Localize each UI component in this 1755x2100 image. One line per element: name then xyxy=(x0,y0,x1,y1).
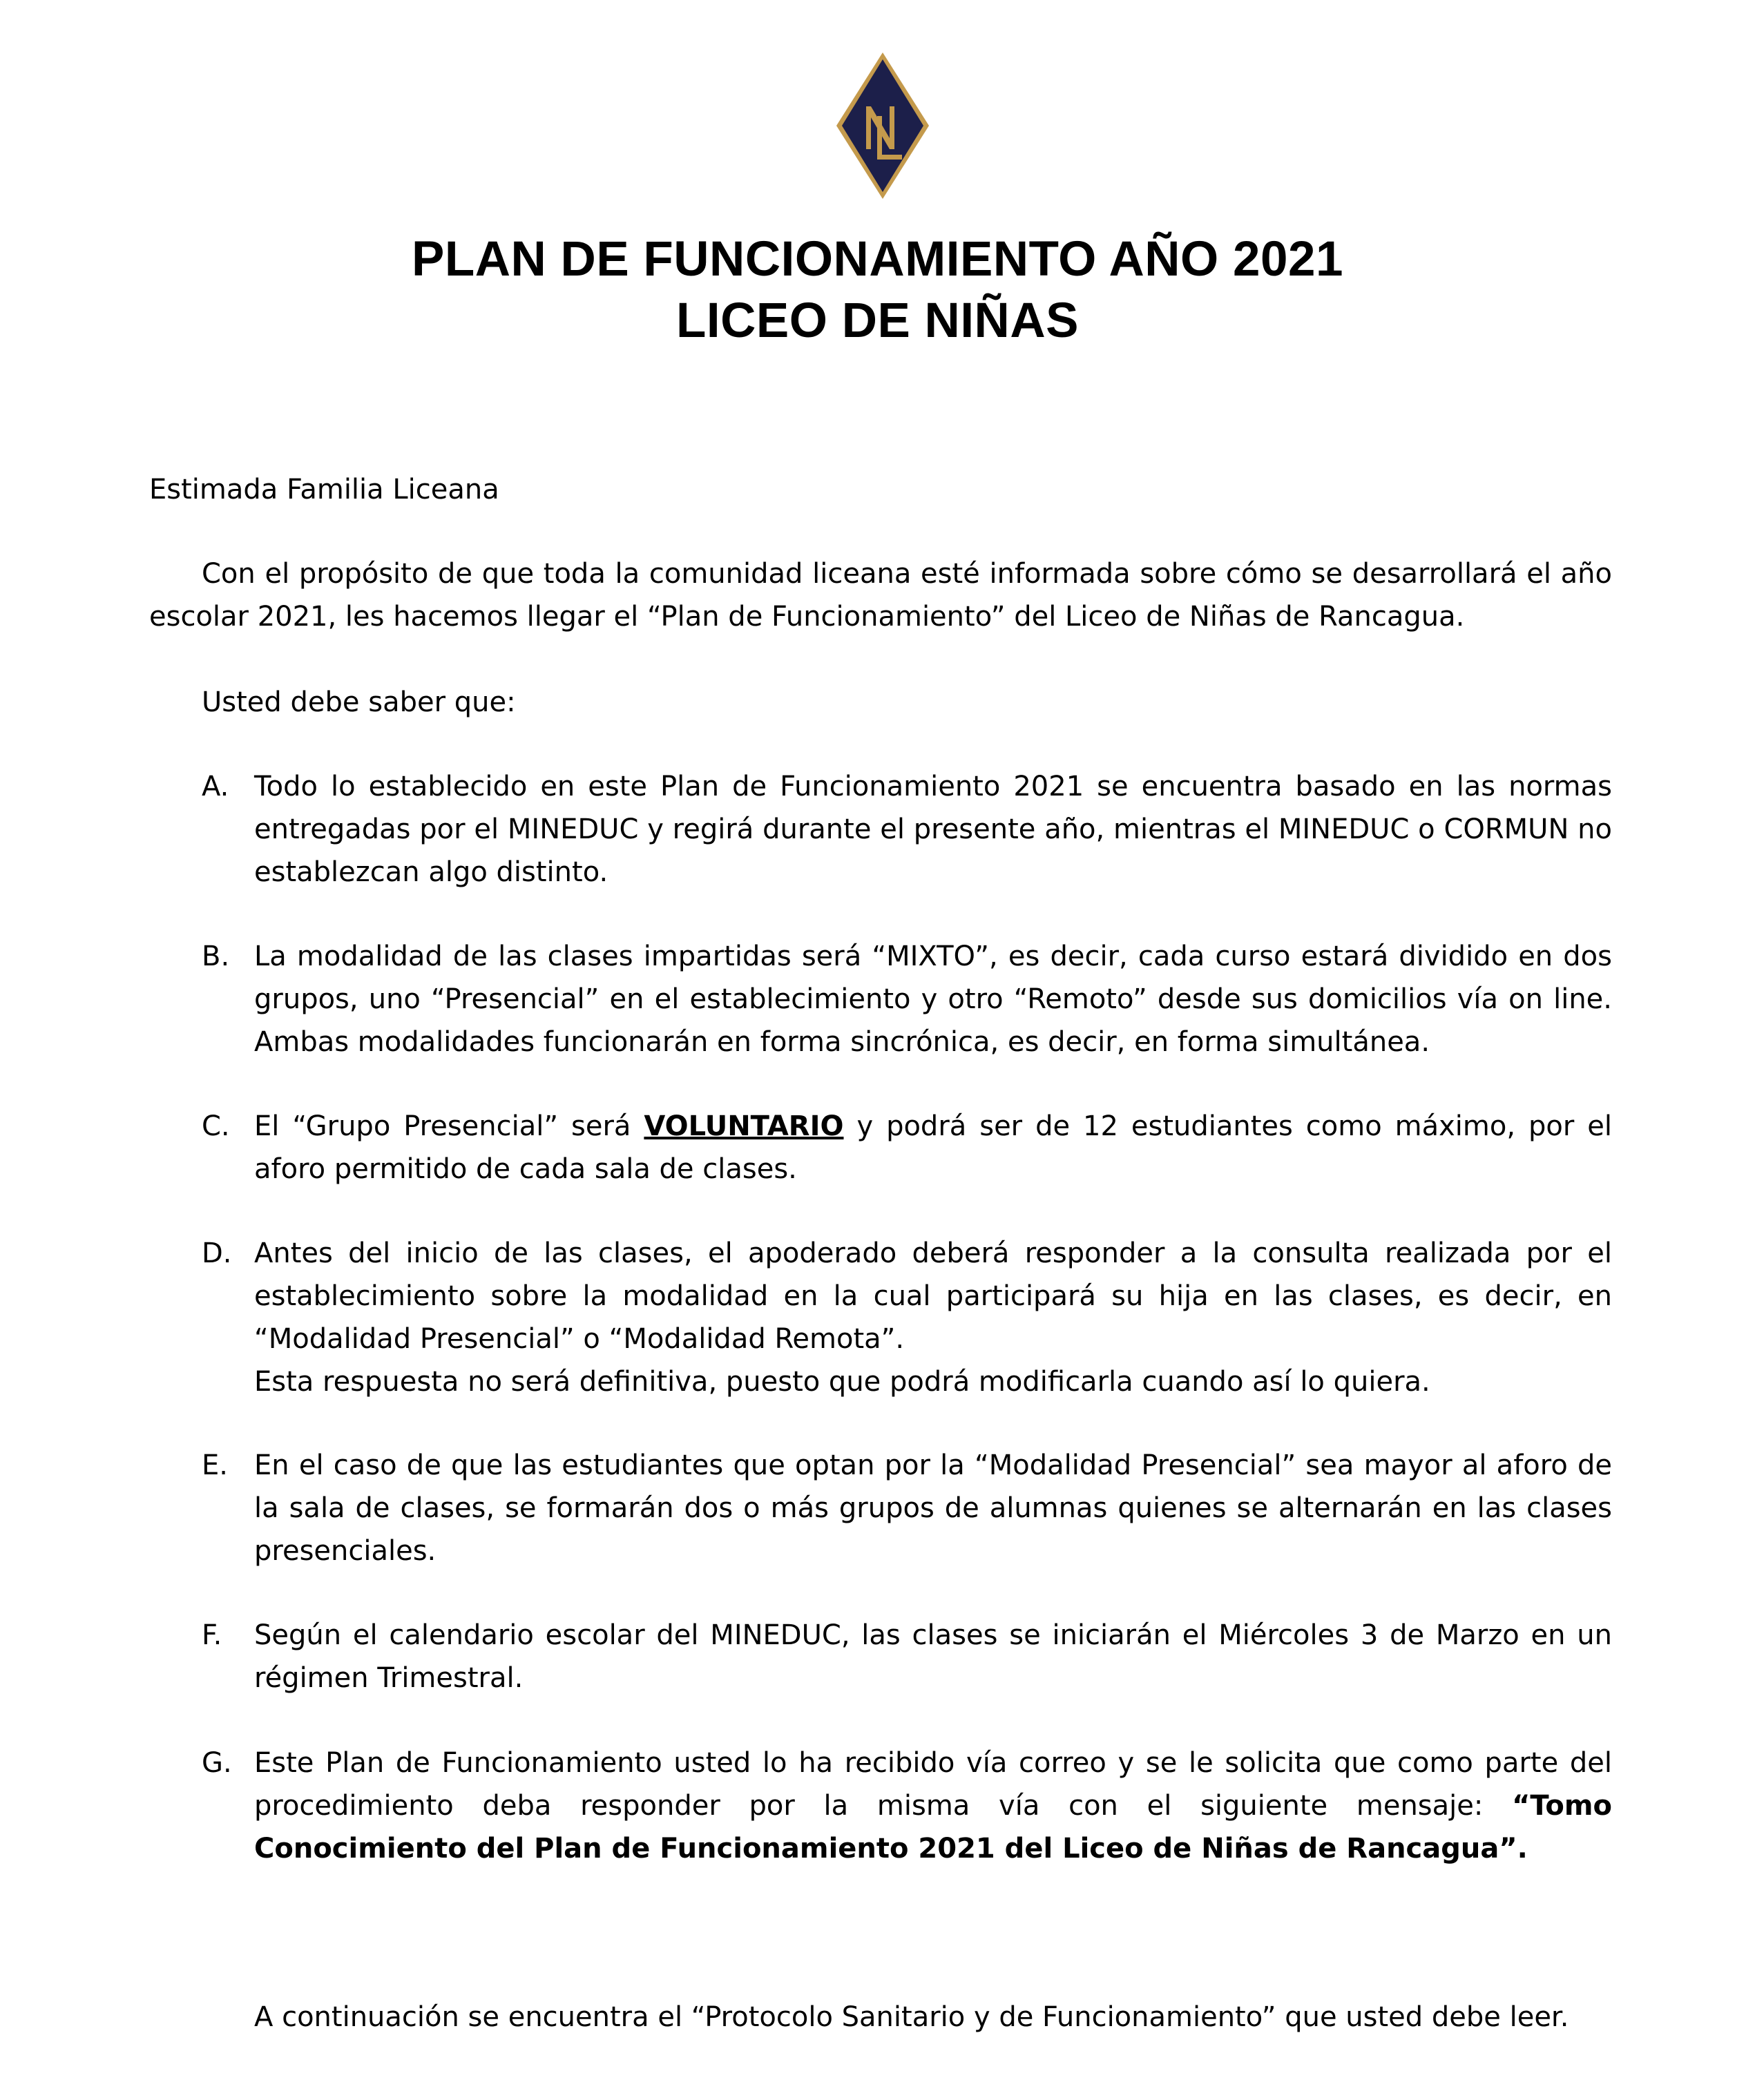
list-item-text xyxy=(254,1614,1612,1699)
list-item-text xyxy=(254,1105,1612,1191)
list-item xyxy=(202,935,1612,1063)
list-item-paragraph: Antes del inicio de las clases, el apoderado deberá responder a la consulta realizada por el establecimiento sobre la modalidad en la cual participará su hija en las clases, es decir, en “Modalidad Presencial” o “Modalidad Remota”. xyxy=(254,1237,1612,1355)
list-item-letter: E. xyxy=(202,1449,228,1481)
list-item-letter: G. xyxy=(202,1747,232,1779)
list-item-paragraph: En el caso de que las estudiantes que optan por la “Modalidad Presencial” sea mayor al aforo de la sala de clases, se formarán dos o más grupos de alumnas quienes se alternarán en las clases presenciales. xyxy=(254,1449,1612,1567)
required-message: “Tomo Conocimiento del Plan de Funcionamiento 2021 del Liceo de Niñas de Rancagua”. xyxy=(254,1790,1612,1865)
list-item-letter: B. xyxy=(202,941,230,972)
intro-paragraph: Con el propósito de que toda la comunidad liceana esté informada sobre cómo se desarrollará el año escolar 2021, les hacemos llegar el “Plan de Funcionamiento” del Liceo de Niñas de Rancagua. xyxy=(149,558,1612,633)
list-item xyxy=(202,1444,1612,1572)
list-item-letter: F. xyxy=(202,1619,222,1651)
list-item-text xyxy=(254,1444,1612,1572)
list-item-letter: D. xyxy=(202,1237,232,1269)
list-item-text-after: y podrá ser de 12 estudiantes como máximo, por el aforo permitido de cada sala de clases. xyxy=(254,1110,1612,1185)
list-item xyxy=(202,1105,1612,1191)
list-item-letter: A. xyxy=(202,771,229,802)
list-item-text xyxy=(254,1232,1612,1403)
list-item-paragraph xyxy=(254,1742,1612,1870)
lead-text: Usted debe saber que: xyxy=(202,686,516,718)
list-item-paragraph xyxy=(254,1105,1612,1191)
list-item-text xyxy=(254,935,1612,1063)
list-item-text-before: Este Plan de Funcionamiento usted lo ha recibido vía correo y se le solicita que como parte del procedimiento deba responder por la misma vía con el siguiente mensaje: xyxy=(254,1747,1612,1822)
list-item-text xyxy=(254,1742,1612,1870)
liceo-logo xyxy=(834,51,931,200)
list-item xyxy=(202,1614,1612,1699)
page-title: PLAN DE FUNCIONAMIENTO AÑO 2021 xyxy=(412,232,1343,287)
list-item-paragraph-2: Esta respuesta no será definitiva, puesto que podrá modificarla cuando así lo quiera. xyxy=(254,1366,1430,1398)
list-item xyxy=(202,1742,1612,1870)
list-item xyxy=(202,765,1612,894)
list-item-letter: C. xyxy=(202,1110,230,1142)
page-subtitle: LICEO DE NIÑAS xyxy=(676,293,1079,348)
logo-background xyxy=(842,59,923,192)
list-item-paragraph: Todo lo establecido en este Plan de Funcionamiento 2021 se encuentra basado en las normas entregadas por el MINEDUC y regirá durante el presente año, mientras el MINEDUC o CORMUN no establezcan algo distinto. xyxy=(254,771,1612,888)
list-item xyxy=(202,1232,1612,1403)
greeting: Estimada Familia Liceana xyxy=(149,474,499,505)
list-item-text xyxy=(254,765,1612,894)
list-item-paragraph: Según el calendario escolar del MINEDUC, las clases se iniciarán el Miércoles 3 de Marzo en un régimen Trimestral. xyxy=(254,1619,1612,1694)
voluntario-emphasis: VOLUNTARIO xyxy=(644,1110,844,1142)
list-item-paragraph: La modalidad de las clases impartidas será “MIXTO”, es decir, cada curso estará dividido en dos grupos, uno “Presencial” en el establecimiento y otro “Remoto” desde sus domicilios vía on line. Ambas modalidades funcionarán en forma sincrónica, es decir, en forma simultánea. xyxy=(254,941,1612,1058)
list-item-text-before: El “Grupo Presencial” será xyxy=(254,1110,644,1142)
closing-text: A continuación se encuentra el “Protocolo Sanitario y de Funcionamiento” que usted debe leer. xyxy=(254,2001,1569,2033)
nl-diamond-logo-icon xyxy=(834,51,931,200)
